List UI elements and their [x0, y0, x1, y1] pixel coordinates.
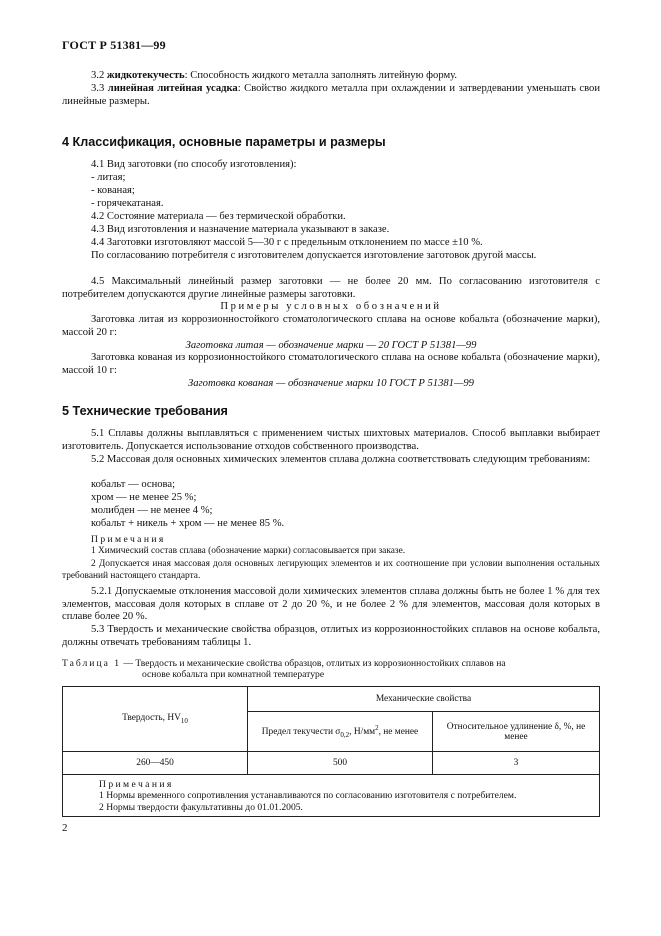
paragraph-4-4-b: По согласованию потребителя с изготовителем допускается изготовление заготовок другой массы.	[91, 250, 537, 261]
header-mechanical: Механические свойства	[248, 687, 600, 712]
requirement-item: хром — не менее 25 %;	[91, 492, 197, 503]
list-item: - горячекатаная.	[91, 198, 164, 209]
note-1: 1 Химический состав сплава (обозначение марки) согласовывается при заказе.	[91, 546, 406, 556]
term: линейная литейная усадка	[107, 83, 238, 94]
paragraph-4-4: 4.4 Заготовки изготовляют массой 5—30 г с предельным отклонением по массе ±10 %.	[91, 237, 483, 248]
paragraph-4-2: 4.2 Состояние материала — без термической обработки.	[91, 211, 346, 222]
notes-title: Примечания	[91, 534, 166, 545]
header-hardness-text: Твердость, HV	[122, 713, 181, 724]
example-1: Заготовка литая из коррозионностойкого стоматологического сплава на основе кобальта (обозначение марки), массой 20 г:	[62, 314, 600, 338]
paragraph-4-3: 4.3 Вид изготовления и назначение материала указывают в заказе.	[91, 224, 390, 235]
table-note-2: 2 Нормы твердости факультативны до 01.01.2005.	[99, 801, 303, 813]
paragraph-4-5: 4.5 Максимальный линейный размер заготовки — не более 20 мм. По согласованию изготовителя с потребителем допускаются другие линейные размеры заготовки.	[62, 276, 600, 300]
table-caption-text: — Твердость и механические свойства образцов, отлитых из коррозионностойких сплавов на	[121, 658, 506, 669]
table-1	[62, 686, 600, 817]
term-definition: : Свойство жидкого металла при охлаждении и затвердевании уменьшать свои линейные размеры.	[62, 83, 600, 107]
header-yield	[248, 712, 433, 752]
page-number: 2	[62, 822, 68, 834]
paragraph-5-1: 5.1 Сплавы должны выплавляться с применением чистых шихтовых материалов. Способ выплавки выбирает изготовитель. Допускается использование отходов собственного производства.	[62, 428, 600, 452]
cell-yield: 500	[248, 752, 433, 775]
paragraph-3-2	[62, 70, 600, 83]
table-caption-text-2: основе кобальта при комнатной температуре	[142, 669, 325, 681]
section-4-heading: 4 Классификация, основные параметры и размеры	[62, 135, 386, 149]
example-2: Заготовка кованая из коррозионностойкого стоматологического сплава на основе кобальта (обозначение марки), массой 10 г:	[62, 352, 600, 376]
table-label: Таблица 1	[62, 658, 122, 669]
paragraph-5-2: 5.2 Массовая доля основных химических элементов сплава должна соответствовать следующим требованиям:	[91, 454, 591, 465]
table-note-1: 1 Нормы временного сопротивления устанавливаются по согласованию изготовителя с потребителем.	[99, 790, 517, 802]
requirement-item: кобальт + никель + хром — не менее 85 %.	[91, 518, 285, 529]
list-item: - литая;	[91, 172, 126, 183]
page-header: ГОСТ Р 51381—99	[62, 38, 166, 52]
table-1-caption	[62, 658, 600, 681]
table-notes-title: Примечания	[99, 779, 174, 790]
paragraph-4-1: 4.1 Вид заготовки (по способу изготовления):	[91, 159, 297, 170]
header-yield-b: , Н/мм	[349, 727, 376, 738]
term-definition: : Способность жидкого металла заполнять литейную форму.	[184, 70, 458, 81]
cell-hardness: 260—450	[63, 752, 248, 775]
requirement-item: молибден — не менее 4 %;	[91, 505, 213, 516]
paragraph-3-3	[62, 83, 600, 108]
requirement-item: кобальт — основа;	[91, 479, 176, 490]
note-2: 2 Допускается иная массовая доля основных легирующих элементов и их соотношение при условии выполнения остальных требований настоящего стандарта.	[62, 559, 600, 581]
paragraph-5-2-1: 5.2.1 Допускаемые отклонения массовой доли химических элементов сплава должны быть не более 1 % для тех элементов, массовая доля которых в сплаве от 2 до 20 %, и не более 2 % для элементов, массовая доля которых в сплаве более 20 %.	[62, 586, 600, 623]
table-notes	[62, 775, 600, 817]
paragraph-5-3: 5.3 Твердость и механические свойства образцов, отлитых из коррозионностойких сплавов на основе кобальта, должны отвечать требованиям таблицы 1.	[62, 624, 600, 648]
examples-title: Примеры условных обозначений	[220, 301, 442, 312]
header-hardness-sub: 10	[180, 716, 188, 725]
clause-number: 3.3	[91, 83, 105, 94]
cell-elongation: 3	[433, 752, 600, 775]
section-5-heading: 5 Технические требования	[62, 404, 228, 418]
header-yield-c: , не менее	[378, 727, 419, 738]
header-yield-a: Предел текучести σ	[261, 727, 341, 738]
properties-table	[62, 686, 600, 775]
header-yield-sup: 2	[375, 724, 379, 733]
header-elongation: Относительное удлинение δ, %, не менее	[433, 712, 600, 752]
table-row	[63, 752, 600, 775]
example-2-designation: Заготовка кованая — обозначение марки 10 ГОСТ Р 51381—99	[188, 378, 474, 389]
list-item: - кованая;	[91, 185, 135, 196]
term: жидкотекучесть	[106, 70, 185, 81]
example-1-designation: Заготовка литая — обозначение марки — 20 ГОСТ Р 51381—99	[185, 340, 477, 351]
header-hardness	[63, 687, 248, 752]
clause-number: 3.2	[91, 70, 105, 81]
header-yield-sub: 0,2	[340, 731, 350, 740]
